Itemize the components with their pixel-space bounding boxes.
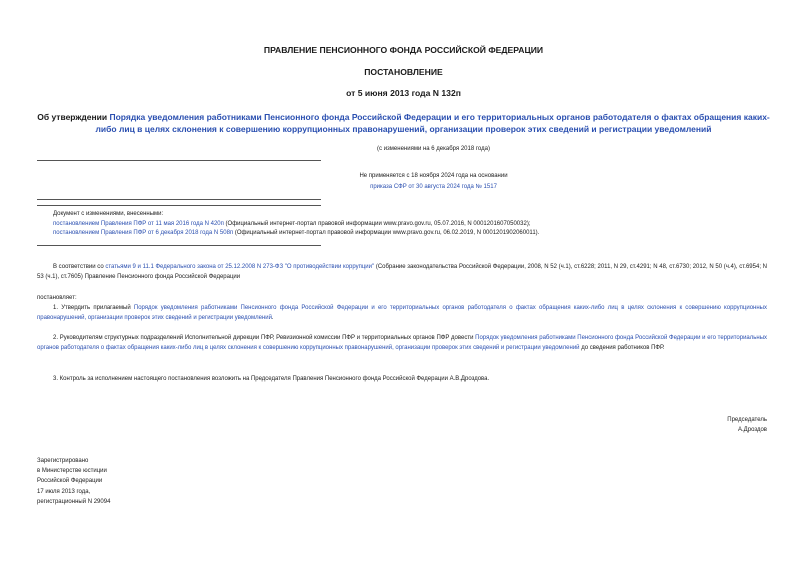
order-link[interactable]: Порядок уведомления работниками Пенсионного фонда Российской Федерации и его территориальных органов работодателя о фактах обращения каких-либо лиц в целях склонения к совершению коррупционных правонарушений, организации проверок этих сведений и регистрации уведомлений xyxy=(37,305,767,321)
registration-line: Российской Федерации xyxy=(37,478,103,485)
change-link[interactable]: постановлением Правления ПФР от 11 мая 2016 года N 420п xyxy=(53,220,224,227)
changes-block xyxy=(53,210,793,239)
title-order-link[interactable]: Порядка уведомления работниками Пенсионного фонда Российской Федерации и его территориальных органов работодателя о фактах обращения каких-либо лиц в целях склонения к совершению коррупционных правонарушений, организации проверок этих сведений и регистрации уведомлений xyxy=(95,112,770,134)
preamble-text: В соответствии со xyxy=(53,264,106,270)
document-title xyxy=(30,112,777,135)
item-2-paragraph xyxy=(37,334,767,353)
preamble-text: (Собрание законодательства Российской Федерации, 2008, N 52 (ч.1), ст.6228; 2011, N 29, ст.4291; N 48, ст.6730; 2012, N 50 (ч.4), ст.6954; N 53 (ч.1), ст.7605) Правление Пенсионного фонда Российской Федерации xyxy=(37,264,767,280)
item-text: . xyxy=(271,314,274,321)
registration-line: в Министерстве юстиции xyxy=(37,468,107,475)
item-text: 1. Утвердить прилагаемый xyxy=(53,305,134,311)
organization-heading: ПРАВЛЕНИЕ ПЕНСИОННОГО ФОНДА РОССИЙСКОЙ ФЕДЕРАЦИИ xyxy=(263,45,544,55)
changes-intro: Документ с изменениями, внесенными: xyxy=(53,211,164,217)
change-source: (Официальный интернет-портал правовой информации www.pravo.gov.ru, 06.02.2019, N 0001201902060011). xyxy=(233,230,540,237)
change-link[interactable]: постановлением Правления ПФР от 6 декабря 2018 года N 508п xyxy=(53,230,234,237)
divider xyxy=(37,160,321,161)
resolves-label: постановляет: xyxy=(37,295,77,301)
divider xyxy=(37,199,321,200)
item-text: 2. Руководителям структурных подразделений Исполнительной дирекции ПФР, Ревизионной комиссии ПФР и территориальных органов ПФР довести xyxy=(53,335,476,341)
law-link[interactable]: статьями 9 и 11.1 Федерального закона от 25.12.2008 N 273-ФЗ "О противодействии коррупции" xyxy=(105,264,375,270)
document-type: ПОСТАНОВЛЕНИЕ xyxy=(364,67,443,77)
registration-line: Зарегистрировано xyxy=(37,458,89,464)
title-prefix: Об утверждении xyxy=(37,112,110,122)
change-source: (Официальный интернет-портал правовой информации www.pravo.gov.ru, 05.07.2016, N 0001201607050032); xyxy=(223,220,531,227)
signature-name: А.Дроздов xyxy=(738,426,767,433)
registration-line: 17 июля 2013 года, xyxy=(37,488,91,495)
order-link[interactable]: Порядок уведомления работниками Пенсионного фонда Российской Федерации и его территориальных органов работодателя о фактах обращения каких-либо лиц в целях склонения к совершению коррупционных правонарушений, организации проверок этих сведений и регистрации уведомлений xyxy=(37,335,768,351)
document-date-number: от 5 июня 2013 года N 132п xyxy=(346,88,461,98)
divider xyxy=(37,205,321,206)
change-item xyxy=(53,220,793,230)
divider xyxy=(37,245,321,246)
registration-line: регистрационный N 29094 xyxy=(37,498,111,505)
not-applied-note: Не применяется с 18 ноября 2024 года на основании xyxy=(359,173,508,179)
registration-block xyxy=(37,456,110,507)
item-text: до сведения работников ПФР. xyxy=(579,344,665,351)
item-3-paragraph: 3. Контроль за исполнением настоящего постановления возложить на Председателя Правления Пенсионного фонда Российской Федерации А.В.Дроздова. xyxy=(53,376,490,382)
signature-role: Председатель xyxy=(727,417,767,423)
change-item xyxy=(53,229,793,239)
item-1-paragraph xyxy=(37,304,767,323)
signature-block xyxy=(560,416,767,435)
preamble-paragraph xyxy=(37,263,767,282)
not-applied-order-link[interactable]: приказа СФР от 30 августа 2024 года № 1517 xyxy=(370,184,497,190)
amended-note: (с изменениями на 6 декабря 2018 года) xyxy=(377,146,490,152)
